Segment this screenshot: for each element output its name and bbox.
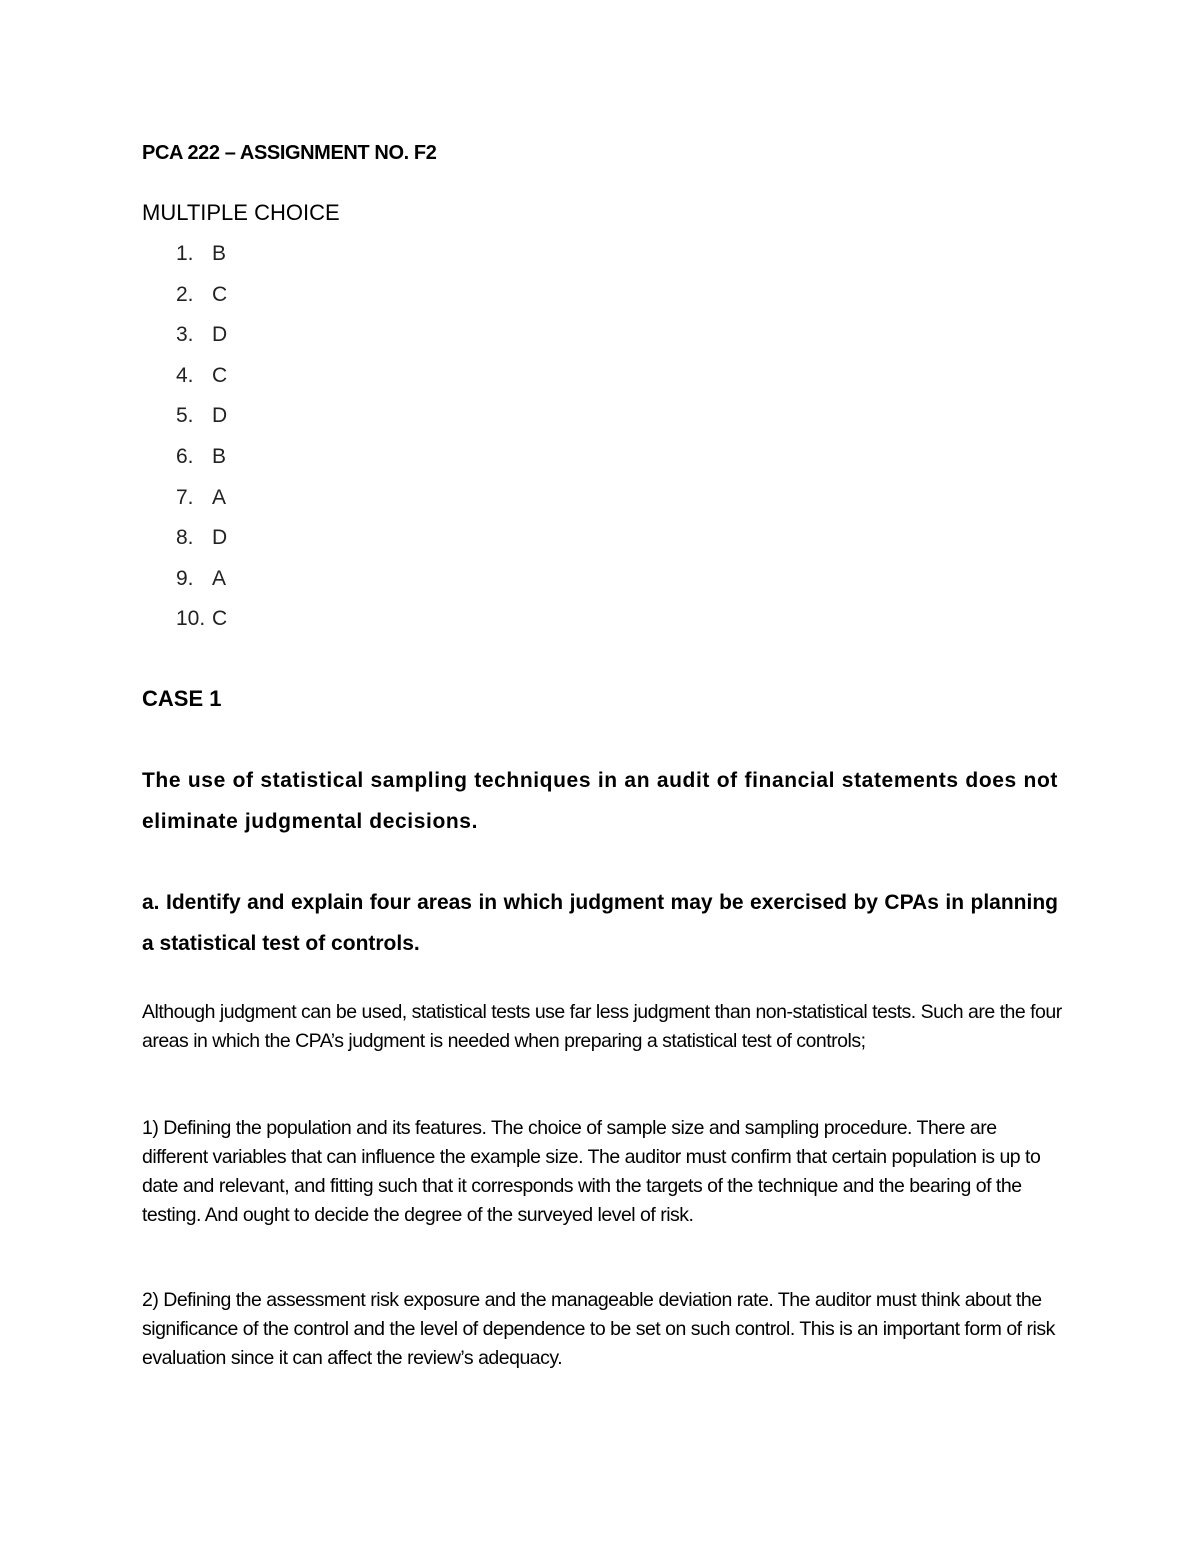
point-2-paragraph: 2) Defining the assessment risk exposure and the manageable deviation rate. The auditor must think about the significance of the control and the level of dependence to be set on such control. This is an important form of risk evaluation since it can affect the review’s adequacy. [142, 1289, 1055, 1369]
list-item [176, 605, 227, 646]
document-title: PCA 222 – ASSIGNMENT NO. F2 [142, 142, 437, 164]
answer-letter: C [212, 363, 228, 387]
answer-list [176, 240, 227, 646]
answer-number: 4. [176, 363, 194, 387]
intro-paragraph: Although judgment can be used, statistical tests use far less judgment than non-statistical tests. Such are the four areas in which the CPA’s judgment is needed when preparing a statistical test of controls; [142, 1001, 1062, 1052]
answer-number: 3. [176, 323, 194, 347]
list-item [176, 524, 227, 565]
list-item [176, 565, 227, 606]
answer-letter: A [212, 485, 227, 509]
question-a: a. Identify and explain four areas in which judgment may be exercised by CPAs in planning a statistical test of controls. [142, 891, 1058, 955]
answer-number: 5. [176, 404, 194, 428]
list-item [176, 281, 227, 322]
answer-letter: D [212, 404, 228, 428]
list-item [176, 321, 227, 362]
answer-letter: D [212, 526, 228, 550]
answer-number: 10. [176, 607, 206, 631]
answer-letter: C [212, 282, 228, 306]
answer-letter: B [212, 242, 227, 265]
case-heading: CASE 1 [142, 686, 222, 711]
answer-number: 8. [176, 526, 194, 550]
case-statement: The use of statistical sampling techniques in an audit of financial statements does not eliminate judgmental decisions. [142, 769, 1058, 833]
answer-letter: A [212, 566, 227, 590]
list-item [176, 484, 227, 525]
multiple-choice-heading: MULTIPLE CHOICE [142, 200, 340, 225]
answer-number: 9. [176, 566, 194, 590]
answer-number: 2. [176, 282, 194, 306]
list-item [176, 402, 227, 443]
list-item [176, 240, 227, 281]
list-item [176, 362, 227, 403]
answer-number: 7. [176, 485, 194, 509]
answer-letter: D [212, 323, 228, 347]
answer-number: 6. [176, 444, 194, 468]
point-1-paragraph: 1) Defining the population and its features. The choice of sample size and sampling procedure. There are different variables that can influence the example size. The auditor must confirm that certain population is up to date and relevant, and fitting such that it corresponds with the targets of the technique and the bearing of the testing. And ought to decide the degree of the surveyed level of risk. [142, 1117, 1041, 1226]
answer-letter: B [212, 444, 227, 468]
list-item [176, 443, 227, 484]
answer-letter: C [212, 607, 228, 631]
answer-number: 1. [176, 242, 194, 265]
